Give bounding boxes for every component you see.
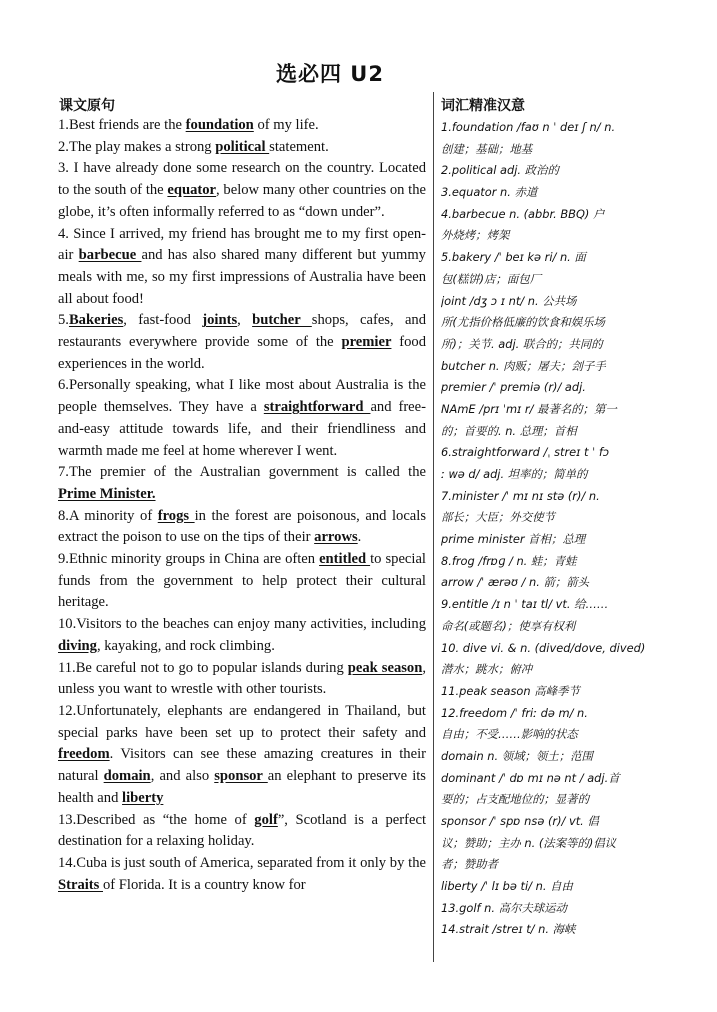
sentence-text: , below many other countries on the globe, it’s often informally referred to as “down under”.	[58, 182, 426, 220]
sentence-text: 9.Ethnic minority groups in China are often	[58, 551, 320, 568]
key-word: premier	[341, 334, 392, 351]
key-word: arrows	[314, 529, 358, 546]
vocab-line: 自由；不受……影响的状态	[441, 727, 578, 742]
right-column-heading: 词汇精准汉意	[441, 98, 525, 114]
sentence-text: 11.Be careful not to go to popular islands during	[58, 659, 348, 676]
key-word: foundation	[185, 117, 254, 133]
key-word: equator	[167, 182, 217, 199]
vocab-line: 命名(或题名)；使享有权利	[441, 618, 576, 633]
key-word: Bakeries	[68, 312, 124, 329]
sentence-text: 4. Since I arrived, my friend has brought me to my first open-air	[58, 225, 426, 264]
key-word: Prime Minister.	[58, 485, 156, 502]
key-word: diving	[58, 637, 97, 654]
vocab-line: 要的；占支配地位的；显著的	[441, 792, 590, 807]
sentence-text: , fast-food	[123, 312, 203, 329]
vocab-line: joint /dʒ ɔ ɪ nt/ n. 公共场	[441, 293, 577, 308]
key-word: political	[215, 138, 270, 155]
key-word: joints	[202, 312, 238, 329]
sentence-text: of my life.	[253, 117, 319, 133]
vocab-line: 7.minister /ˈ mɪ nɪ stə (r)/ n.	[441, 488, 600, 503]
column-divider	[433, 92, 434, 962]
vocab-line: 者；赞助者	[441, 857, 498, 872]
sentence-text: 7.The premier of the Australian government is called the	[58, 464, 426, 481]
sentence-7	[58, 462, 426, 505]
sentence-text: 5.	[58, 312, 69, 329]
vocab-line: 包(糕饼)店；面包厂	[441, 271, 542, 286]
vocab-line: dominant /ˈ dɒ mɪ nə nt / adj.首	[441, 770, 620, 785]
sentence-text: ,	[237, 312, 253, 329]
vocab-line: 8.frog /frɒɡ / n. 蛙；青蛙	[441, 553, 577, 568]
text-sentences-column	[58, 115, 426, 896]
sentence-6	[58, 375, 426, 462]
vocab-line: arrow /ˈ ærəʊ / n. 箭；箭头	[441, 575, 590, 590]
page-title: 选必四 U2	[276, 62, 384, 86]
vocab-line: ː wə d/ adj. 坦率的；简单的	[441, 467, 588, 481]
vocab-line: butcher n. 肉贩；屠夫；刽子手	[441, 358, 606, 373]
sentence-text: ”, Scotland is a perfect destination for a relaxing holiday.	[58, 811, 426, 850]
vocab-line: 外烧烤；烤架	[441, 228, 510, 243]
key-word: sponsor	[214, 768, 268, 785]
left-column-heading: 课文原句	[59, 98, 115, 114]
sentence-9	[58, 549, 426, 614]
vocab-line: domain n. 领域；领土；范围	[441, 748, 593, 763]
vocab-line: 14.strait /streɪ t/ n. 海峡	[441, 922, 576, 937]
sentence-text: shops, cafes, and restaurants everywhere provide some of the	[58, 312, 427, 351]
vocab-line: 2.political adj. 政治的	[441, 163, 559, 178]
sentence-4	[58, 224, 426, 311]
key-word: peak season	[347, 659, 423, 676]
vocab-line: liberty /ˈ lɪ bə ti/ n. 自由	[441, 879, 573, 894]
vocab-line: 10. dive vi. & n. (dived/dove, dived)	[441, 640, 646, 655]
key-word: freedom	[58, 746, 110, 763]
sentence-text: 6.Personally speaking, what I like most about Australia is the people themselves. They have a	[58, 377, 426, 416]
vocab-line: 所)；关节. adj. 联合的；共同的	[441, 336, 603, 351]
vocab-line: premier /ˈ premiə (r)/ adj.	[441, 380, 586, 395]
sentence-11	[58, 658, 426, 701]
sentence-5	[58, 310, 426, 375]
vocab-line: 11.peak season 高峰季节	[441, 683, 580, 698]
sentence-text: to special funds from the government to help protect their cultural heritage.	[58, 551, 426, 611]
vocab-line: 部长；大臣；外交使节	[441, 510, 555, 525]
sentence-text: .	[357, 529, 362, 546]
sentence-text: 8.A minority of	[58, 507, 158, 524]
vocab-line: prime minister 首相；总理	[441, 532, 586, 547]
sentence-text: food experiences in the world.	[58, 334, 426, 372]
vocab-line: 创建；基础；地基	[441, 141, 533, 156]
sentence-text: 3. I have already done some research on the country. Located to the south of the	[58, 160, 426, 199]
sentence-text: 1.Best friends are the	[58, 117, 186, 133]
vocab-line: 潜水；跳水；俯冲	[441, 662, 533, 677]
sentence-3	[58, 158, 426, 223]
sentence-10	[58, 614, 426, 657]
vocab-line: 9.entitle /ɪ n ˈ taɪ tl/ vt. 给……	[441, 597, 609, 612]
key-word: straightforward	[263, 399, 371, 416]
key-word: domain	[103, 768, 151, 785]
key-word: frogs	[157, 507, 195, 524]
vocab-line: 3.equator n. 赤道	[441, 185, 538, 200]
vocab-line: sponsor /ˈ spɒ nsə (r)/ vt. 倡	[441, 814, 599, 828]
vocab-line: 的；首要的. n. 总理；首相	[441, 423, 577, 438]
sentence-text: 13.Described as “the home of	[58, 811, 255, 828]
key-word: butcher	[252, 312, 312, 329]
vocab-line: 6.straightforward /ˌ streɪ t ˈ fɔ	[441, 445, 610, 460]
sentence-text: an elephant to preserve its health and	[58, 768, 426, 806]
sentence-text: 10.Visitors to the beaches can enjoy many activities, including	[58, 616, 426, 633]
sentence-14	[58, 853, 426, 896]
vocab-line: NAmE /prɪ ˈmɪ r/ 最著名的；第一	[441, 401, 617, 416]
sentence-text: , and also	[150, 768, 215, 785]
sentence-text: 2.The play makes a strong	[58, 138, 216, 155]
sentence-text: and free-and-easy attitude towards life, and their friendliness and warmth made me feel at home wherever I went.	[58, 399, 426, 459]
vocab-line: 1.foundation /faʊ n ˈ deɪ ʃ n/ n.	[441, 120, 616, 134]
sentence-2	[58, 137, 426, 159]
sentence-text: statement.	[269, 138, 329, 155]
vocab-line: 4.barbecue n. (abbr. BBQ) 户	[441, 206, 605, 221]
sentence-text: of Florida. It is a country know for	[103, 876, 306, 893]
vocab-line: 5.bakery /ˈ beɪ kə ri/ n. 面	[441, 250, 586, 265]
vocabulary-column	[441, 117, 663, 941]
sentence-text: in the forest are poisonous, and locals extract the poison to use on the tips of their	[58, 507, 427, 546]
vocab-line: 12.freedom /ˈ friː də m/ n.	[441, 705, 588, 720]
key-word: Straits	[58, 876, 103, 893]
vocab-line: 议；赞助；主办 n. (法案等的)倡议	[441, 835, 617, 850]
key-word: barbecue	[78, 247, 142, 264]
sentence-1	[58, 115, 426, 137]
sentence-text: and has also shared many different but yummy meals with me, so my first impressions of Australia have been all about food!	[58, 247, 426, 307]
sentence-text: , kayaking, and rock climbing.	[96, 637, 275, 654]
sentence-text: 12.Unfortunately, elephants are endangered in Thailand, but special parks have been set up to protect their safety and	[58, 702, 426, 741]
sentence-13	[58, 810, 426, 853]
sentence-text: 14.Cuba is just south of America, separated from it only by the	[58, 854, 426, 871]
sentence-12	[58, 701, 426, 810]
sentence-8	[58, 506, 426, 549]
sentence-text: . Visitors can see these amazing creatures in their natural	[58, 746, 426, 785]
vocab-line: 所(尤指价格低廉的饮食和娱乐场	[441, 315, 605, 330]
sentence-text: , unless you want to wrestle with other tourists.	[58, 659, 426, 698]
vocab-line: 13.golf n. 高尔夫球运动	[441, 900, 567, 915]
key-word: liberty	[122, 789, 164, 806]
key-word: entitled	[319, 551, 371, 568]
key-word: golf	[254, 811, 278, 828]
